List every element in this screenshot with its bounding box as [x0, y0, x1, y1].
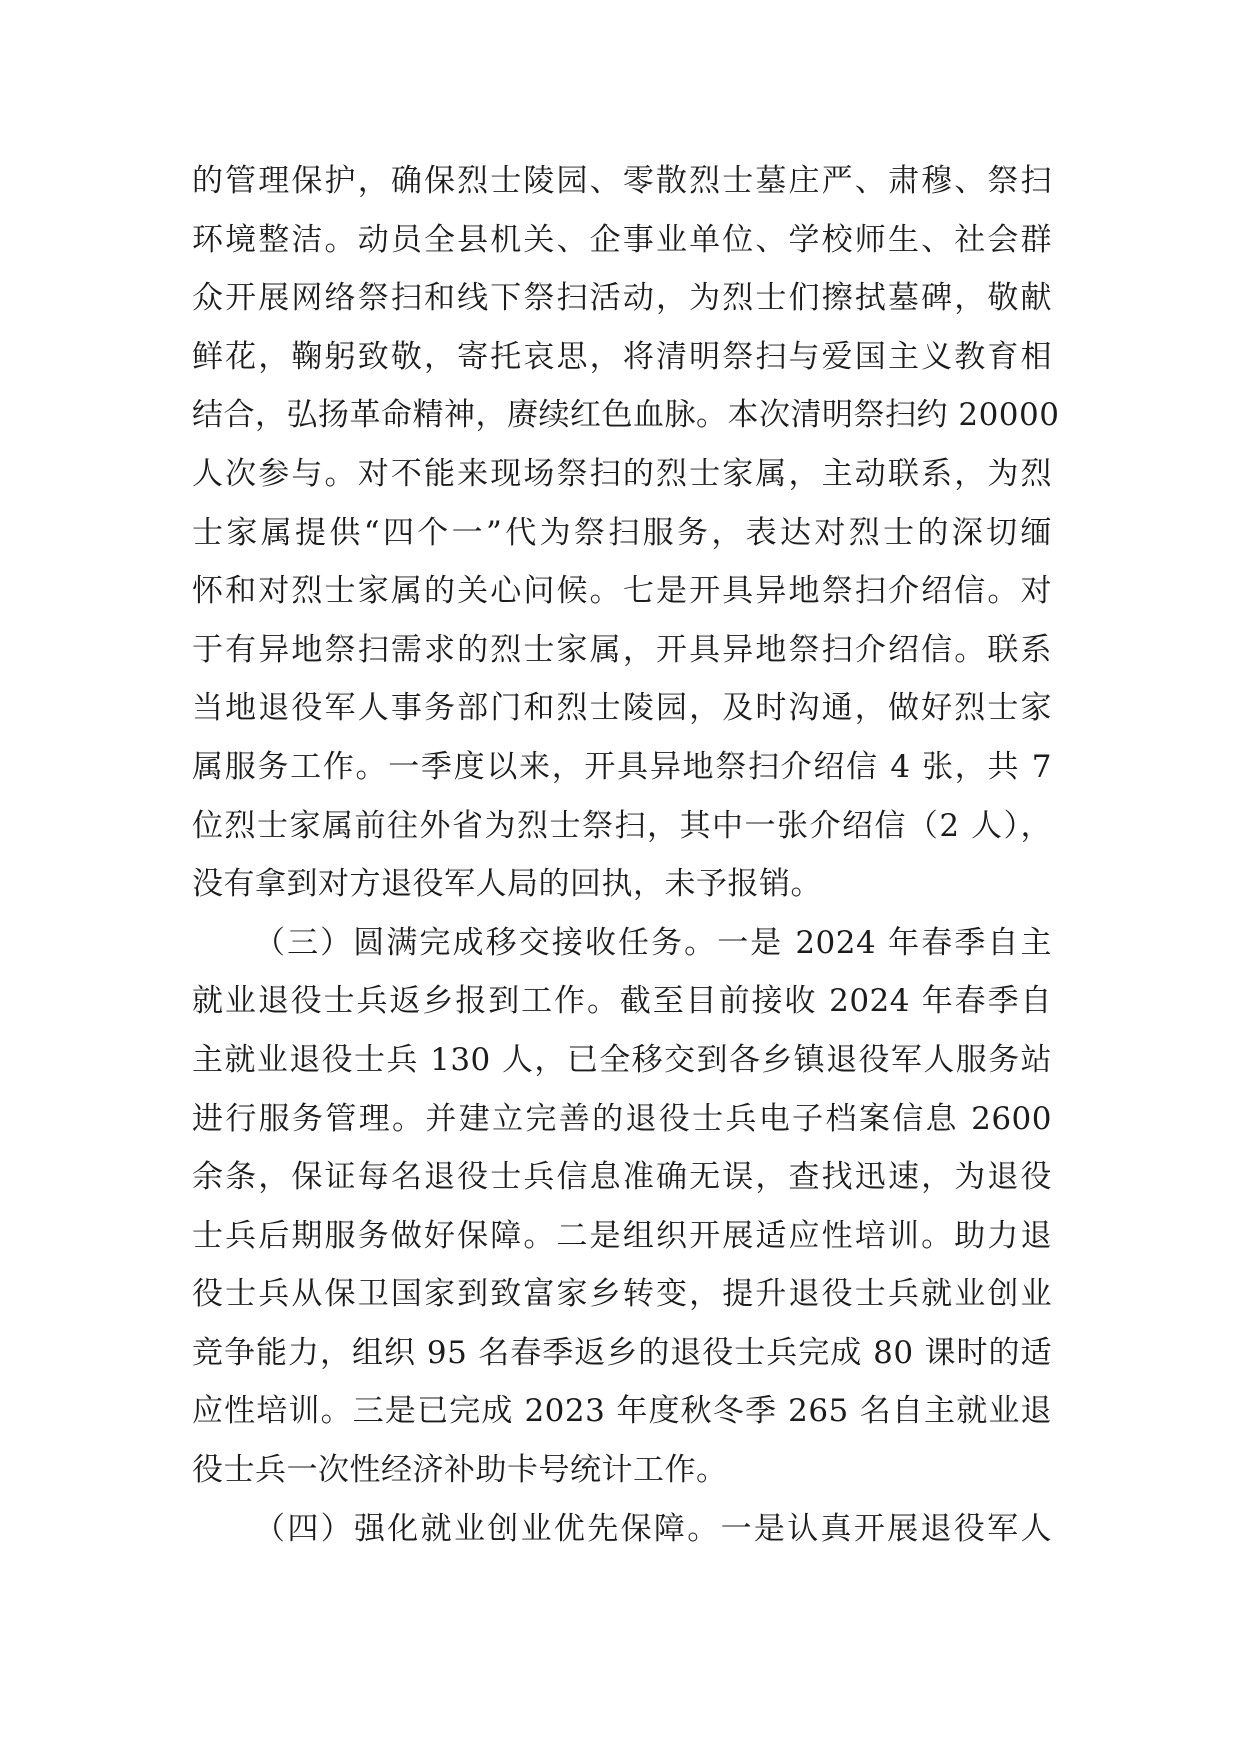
text-line: 鲜花，鞠躬致敬，寄托哀思，将清明祭扫与爱国主义教育相	[192, 338, 1052, 375]
text-line: 位烈士家属前往外省为烈士祭扫，其中一张介绍信（2 人），	[192, 807, 1052, 844]
text-line: 怀和对烈士家属的关心问候。七是开具异地祭扫介绍信。对	[192, 573, 1052, 610]
text-line: 竞争能力，组织 95 名春季返乡的退役士兵完成 80 课时的适	[192, 1334, 1052, 1371]
text-line: 役士兵一次性经济补助卡号统计工作。	[192, 1452, 728, 1489]
text-line: 当地退役军人事务部门和烈士陵园，及时沟通，做好烈士家	[192, 690, 1052, 727]
text-line: 人次参与。对不能来现场祭扫的烈士家属，主动联系，为烈	[192, 455, 1052, 492]
text-line: 于有异地祭扫需求的烈士家属，开具异地祭扫介绍信。联系	[192, 631, 1052, 668]
text-line: 役士兵从保卫国家到致富家乡转变，提升退役士兵就业创业	[192, 1276, 1052, 1313]
section-heading-line: （三）圆满完成移交接收任务。一是 2024 年春季自主	[254, 924, 1052, 961]
text-line: 众开展网络祭扫和线下祭扫活动，为烈士们擦拭墓碑，敬献	[192, 280, 1052, 317]
text-line: 士兵后期服务做好保障。二是组织开展适应性培训。助力退	[192, 1217, 1052, 1254]
text-line: 余条，保证每名退役士兵信息准确无误，查找迅速，为退役	[192, 1159, 1052, 1196]
text-line: 的管理保护，确保烈士陵园、零散烈士墓庄严、肃穆、祭扫	[192, 163, 1052, 199]
text-line: 进行服务管理。并建立完善的退役士兵电子档案信息 2600	[192, 1100, 1052, 1137]
section-heading-line: （四）强化就业创业优先保障。一是认真开展退役军人	[254, 1510, 1052, 1547]
text-line: 应性培训。三是已完成 2023 年度秋冬季 265 名自主就业退	[192, 1393, 1052, 1430]
text-line: 主就业退役士兵 130 人，已全移交到各乡镇退役军人服务站	[192, 1041, 1052, 1078]
text-line: 结合，弘扬革命精神，赓续红色血脉。本次清明祭扫约 20000	[192, 397, 1060, 434]
text-line: 环境整洁。动员全县机关、企事业单位、学校师生、社会群	[192, 221, 1052, 258]
body-text	[192, 152, 1060, 1558]
text-line: 没有拿到对方退役军人局的回执，未予报销。	[192, 866, 822, 903]
text-line: 就业退役士兵返乡报到工作。截至目前接收 2024 年春季自	[192, 983, 1052, 1020]
text-line: 属服务工作。一季度以来，开具异地祭扫介绍信 4 张，共 7	[192, 748, 1052, 785]
text-line: 士家属提供“四个一”代为祭扫服务，表达对烈士的深切缅	[192, 514, 1052, 551]
